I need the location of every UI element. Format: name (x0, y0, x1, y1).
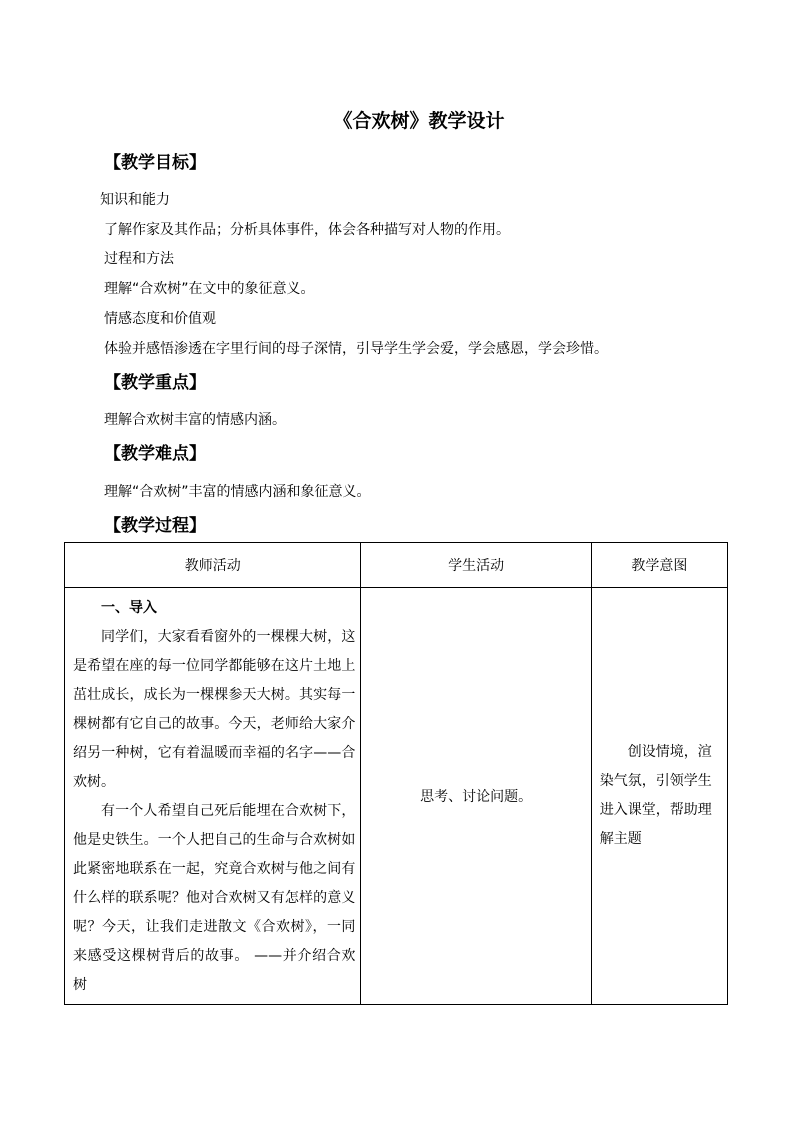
objective-emotion-text: 体验并感悟渗透在字里行间的母子深情，引导学生学会爱，学会感恩，学会珍惜。 (104, 341, 608, 357)
objective-knowledge-text: 了解作家及其作品；分析具体事件，体会各种描写对人物的作用。 (104, 222, 510, 238)
intent-text: 创设情境，渲染气氛，引领学生进入课堂，帮助理解主题 (599, 744, 712, 847)
student-activity-text: 思考、讨论问题。 (420, 789, 533, 805)
objective-category-process: 过程和方法 (104, 251, 174, 267)
objectives-heading: 【教学目标】 (104, 153, 206, 173)
key-points-heading: 【教学重点】 (104, 373, 206, 393)
teaching-process-table (64, 542, 728, 1005)
objective-category-knowledge: 知识和能力 (100, 192, 170, 208)
teacher-activity-cell (65, 588, 361, 1005)
intent-cell (591, 588, 727, 1005)
section-title: 一、导入 (101, 600, 157, 616)
document-title: 《合欢树》教学设计 (333, 110, 505, 132)
column-header-student: 学生活动 (361, 543, 591, 588)
teacher-paragraph: 同学们，大家看看窗外的一棵棵大树，这是希望在座的每一位同学都能够在这片土地上茁壮成长，成长为一棵棵参天大树。其实每一棵树都有它自己的故事。今天，老师给大家介绍另一种树，它有着温暖而幸福的名字——合欢树。 (73, 629, 356, 790)
student-activity-cell (361, 588, 591, 1005)
table-row (65, 588, 728, 1005)
column-header-teacher: 教师活动 (65, 543, 361, 588)
column-header-intent: 教学意图 (591, 543, 727, 588)
table-header-row (65, 543, 728, 588)
process-heading: 【教学过程】 (104, 516, 206, 536)
objective-process-text: 理解“合欢树”在文中的象征意义。 (104, 281, 315, 297)
difficulties-heading: 【教学难点】 (104, 444, 206, 464)
key-points-text: 理解合欢树丰富的情感内涵。 (104, 412, 286, 428)
objective-category-emotion: 情感态度和价值观 (104, 311, 216, 327)
difficulties-text: 理解“合欢树”丰富的情感内涵和象征意义。 (104, 484, 371, 500)
teacher-paragraph: 有一个人希望自己死后能埋在合欢树下，他是史铁生。一个人把自己的生命与合欢树如此紧密地联系在一起，究竟合欢树与他之间有什么样的联系呢？他对合欢树又有怎样的意义呢？今天，让我们走进散文《合欢树》，一同来感受这棵树背后的故事。 ——并介绍合欢树 (73, 803, 356, 993)
